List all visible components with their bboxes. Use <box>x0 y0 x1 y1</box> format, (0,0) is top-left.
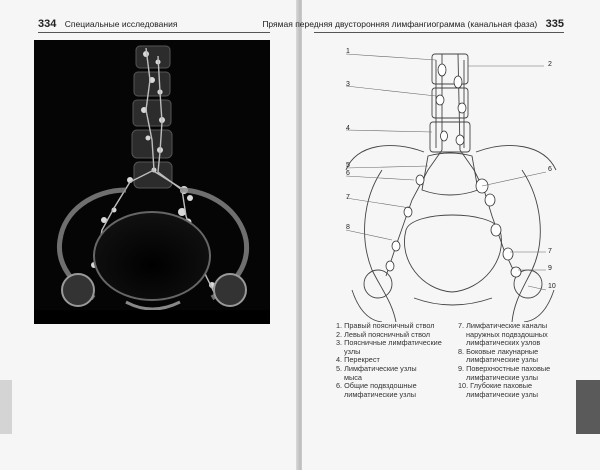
callout-7b: 7 <box>548 248 552 255</box>
legend-item: 3. Поясничные лимфатические <box>336 338 442 348</box>
legend-item: лимфатические узлы <box>466 372 538 382</box>
callout-6b: 6 <box>548 166 552 173</box>
left-page-header <box>38 18 177 30</box>
callout-8: 8 <box>346 224 350 231</box>
anatomical-diagram <box>332 40 594 322</box>
callout-4: 4 <box>346 125 350 132</box>
legend-item: мыса <box>344 372 362 382</box>
callout-7a: 7 <box>346 194 350 201</box>
legend-item: 1. Правый поясничный ствол <box>336 321 435 330</box>
right-page-header <box>262 18 564 30</box>
callout-3: 3 <box>346 81 350 88</box>
legend-item: 4. Перекрест <box>336 355 380 365</box>
legend-item: лимфатических узлов <box>466 338 541 348</box>
legend-item: 2. Левый поясничный ствол <box>336 329 431 339</box>
callout-9: 9 <box>548 265 552 272</box>
right-header-rule <box>314 32 564 33</box>
legend-item: лимфатические узлы <box>344 389 416 399</box>
left-header-rule <box>38 32 270 33</box>
lymphangiogram-xray <box>34 40 270 324</box>
legend-item: 6. Общие подвздошные <box>336 381 417 391</box>
left-running-head: Специальные исследования <box>64 19 178 29</box>
callout-5: 5 <box>346 162 350 169</box>
callout-10: 10 <box>548 283 556 290</box>
left-page <box>0 0 298 470</box>
legend-column-2 <box>458 322 588 399</box>
legend-item: 8. Боковые лакунарные <box>458 346 539 356</box>
legend-item: 9. Поверхностные паховые <box>458 363 551 373</box>
lymph-diagram <box>332 40 594 322</box>
legend-item: лимфатические узлы <box>466 355 538 365</box>
callout-6a: 6 <box>346 170 350 177</box>
legend-item: 10. Глубокие паховые <box>458 381 533 391</box>
callout-1: 1 <box>346 48 350 55</box>
right-running-head: Прямая передняя двусторонняя лимфангиограмма (канальная фаза) <box>262 19 538 29</box>
legend-item: лимфатические узлы <box>466 389 538 399</box>
right-page <box>262 0 600 470</box>
legend-item: наружных подвздошных <box>466 329 548 339</box>
page-edge-tab <box>0 380 12 434</box>
legend-item: 7. Лимфатические каналы <box>458 321 548 330</box>
xray-image <box>34 40 270 324</box>
legend-item: 5. Лимфатические узлы <box>336 363 417 373</box>
right-page-number: 335 <box>545 18 564 30</box>
legend-column-1 <box>336 322 456 399</box>
legend-item: узлы <box>344 346 361 356</box>
chapter-thumb-tab <box>576 380 600 434</box>
left-page-number: 334 <box>38 18 57 30</box>
callout-2: 2 <box>548 61 552 68</box>
